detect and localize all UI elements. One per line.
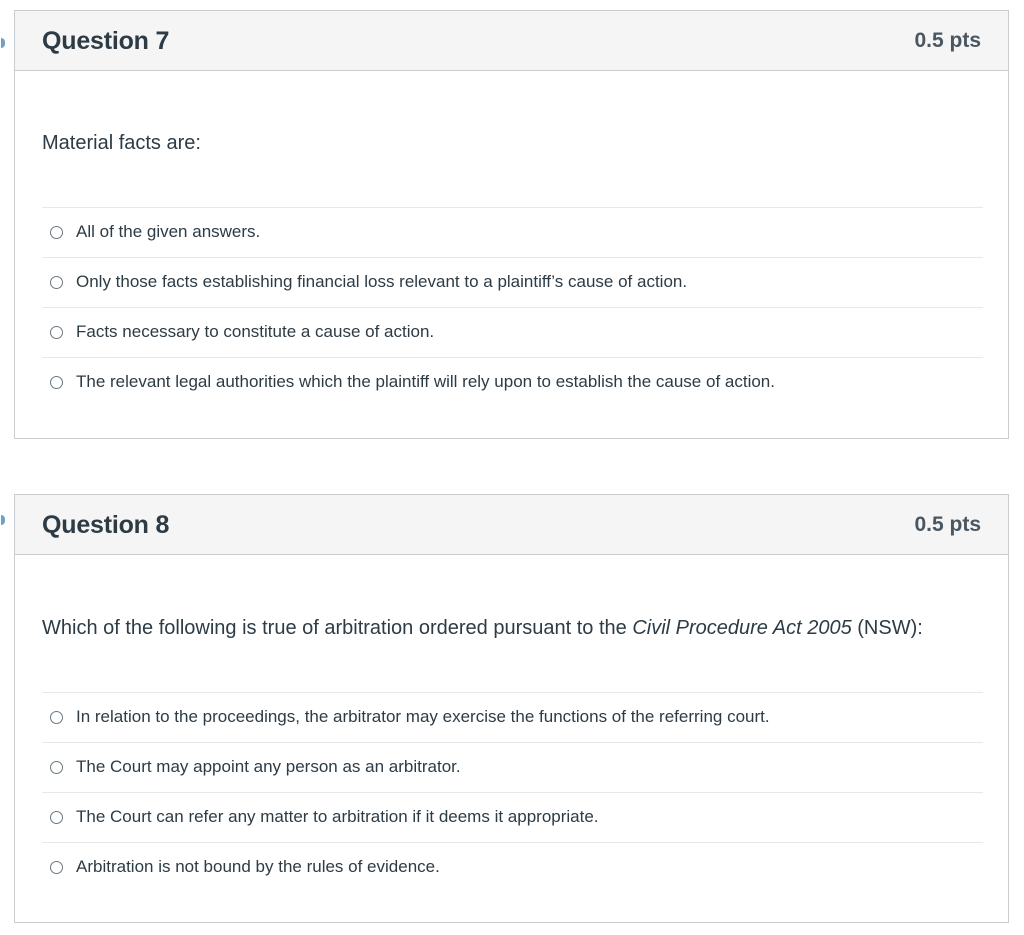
question-8-card: [14, 494, 1009, 923]
answer-option[interactable]: [42, 208, 983, 258]
answer-label[interactable]: The Court can refer any matter to arbitration if it deems it appropriate.: [76, 807, 599, 826]
answer-label[interactable]: The Court may appoint any person as an arbitrator.: [76, 757, 461, 776]
question-title: Question 8: [42, 511, 170, 539]
radio-button[interactable]: [50, 326, 63, 339]
answer-label[interactable]: Arbitration is not bound by the rules of evidence.: [76, 857, 440, 876]
prompt-text-end: (NSW):: [851, 617, 923, 639]
answer-option[interactable]: [42, 258, 983, 308]
radio-button[interactable]: [50, 376, 63, 389]
radio-button[interactable]: [50, 276, 63, 289]
answer-option[interactable]: [42, 743, 983, 793]
question-header: [15, 11, 1008, 71]
answer-option[interactable]: [42, 358, 983, 408]
question-prompt: Material facts are:: [42, 132, 201, 154]
question-marker: [1, 515, 5, 525]
answer-label[interactable]: All of the given answers.: [76, 222, 261, 241]
prompt-text: Which of the following is true of arbitration ordered pursuant to the: [42, 617, 633, 639]
question-7-card: [14, 10, 1009, 439]
answer-list: [42, 207, 983, 408]
answer-list: [42, 692, 983, 893]
question-points: 0.5 pts: [914, 513, 981, 536]
answer-label[interactable]: In relation to the proceedings, the arbitrator may exercise the functions of the referring court.: [76, 707, 770, 726]
question-header: [15, 495, 1008, 555]
act-title: Civil Procedure Act 2005: [632, 617, 852, 639]
answer-label[interactable]: Facts necessary to constitute a cause of action.: [76, 322, 435, 341]
radio-button[interactable]: [50, 811, 63, 824]
answer-option[interactable]: [42, 693, 983, 743]
answer-label[interactable]: The relevant legal authorities which the plaintiff will rely upon to establish the cause of action.: [76, 372, 775, 391]
question-points: 0.5 pts: [914, 29, 981, 52]
question-title: Question 7: [42, 27, 170, 55]
radio-button[interactable]: [50, 711, 63, 724]
answer-option[interactable]: [42, 308, 983, 358]
answer-option[interactable]: [42, 793, 983, 843]
question-marker: [1, 38, 5, 48]
question-prompt: [42, 617, 923, 640]
radio-button[interactable]: [50, 226, 63, 239]
radio-button[interactable]: [50, 861, 63, 874]
answer-option[interactable]: [42, 843, 983, 893]
radio-button[interactable]: [50, 761, 63, 774]
answer-label[interactable]: Only those facts establishing financial loss relevant to a plaintiff’s cause of action.: [76, 272, 688, 291]
